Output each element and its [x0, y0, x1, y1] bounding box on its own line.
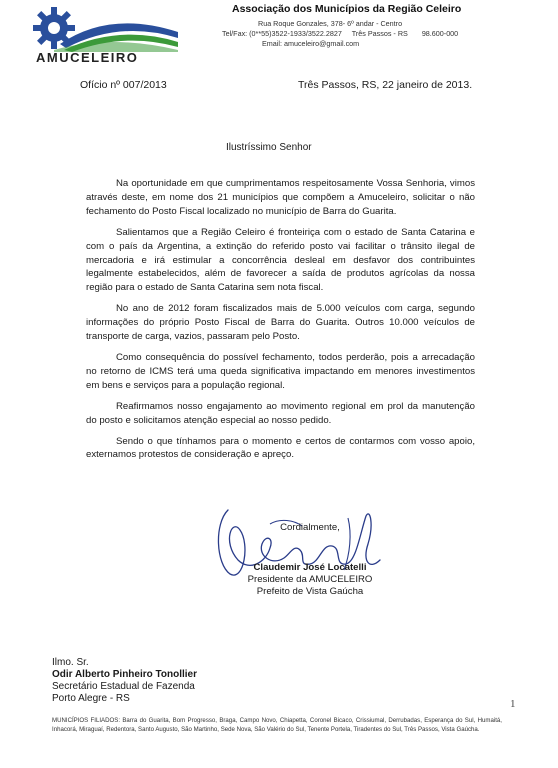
logo-wordmark: AMUCELEIRO [36, 50, 139, 65]
signer-title: Presidente da AMUCELEIRO [247, 574, 373, 585]
reference-number: Ofício nº 007/2013 [80, 79, 167, 91]
org-address: Rua Roque Gonzales, 378- 6º andar - Centro [258, 19, 403, 28]
valediction: Cordialmente, [280, 522, 340, 533]
recipient-honorific: Ilmo. Sr. [52, 657, 89, 668]
paragraph: Salientamos que a Região Celeiro é fronteiriça com o estado de Santa Catarina e com o país da Argentina, a extinção do referido posto vai facilitar o trânsito ilegal de mercadoria e irá estimular a concorrência desleal em desfavor dos contribuintes legalmente estabelecidos, além de favorecer a saída de produtos agrícolas da nossa região para o estado de Santa Catarina sem nota fiscal. [86, 226, 475, 294]
paragraph: Na oportunidade em que cumprimentamos respeitosamente Vossa Senhoria, vimos através deste, em nome dos 21 municípios que compõem a Amuceleiro, solicitar o não fechamento do Posto Fiscal localizado no município de Barra do Guarita. [86, 178, 475, 217]
org-contact-line [222, 29, 458, 38]
signer-name: Claudemir José Locatelli [253, 562, 367, 573]
org-name: Associação dos Municípios da Região Celeiro [232, 3, 462, 15]
gear-sun-icon [30, 4, 180, 52]
salutation: Ilustríssimo Senhor [226, 142, 312, 153]
recipient-location: Porto Alegre - RS [52, 693, 130, 704]
recipient-title: Secretário Estadual de Fazenda [52, 681, 195, 692]
date-line: Três Passos, RS, 22 janeiro de 2013. [298, 79, 473, 91]
paragraph: Como consequência do possível fechamento, todos perderão, pois a arrecadação no retorno de ICMS terá uma queda significativa impactando em menores investimentos em bens e serviços para a população regional. [86, 351, 475, 391]
members-footer: MUNICÍPIOS FILIADOS: Barra do Guarita, Bom Progresso, Braga, Campo Novo, Chiapetta, Coronel Bicaco, Crissiumal, Derrubadas, Esperança do Sul, Humaitá, Inhacorá, Miraguaí, Redentora, Santo Augusto, São Martinho, Sede Nova, São Valério do Sul, Tenente Portela, Tiradentes do Sul, Três Passos, Vista Gaúcha. [52, 717, 502, 733]
paragraph: No ano de 2012 foram fiscalizados mais de 5.000 veículos com carga, segundo informações do próprio Posto Fiscal de Barra do Guarita. Outros 10.000 veículos de transporte de carga, vazios, passaram pelo Posto. [86, 303, 475, 343]
page-number: 1 [510, 698, 516, 710]
signer-role: Prefeito de Vista Gaúcha [256, 586, 364, 597]
org-phone: Tel/Fax: (0**55)3522-1933/3522.2827 [222, 29, 342, 38]
letter-body [86, 177, 475, 469]
paragraph: Sendo o que tínhamos para o momento e certos de contarmos com vosso apoio, externamos protestos de consideração e apreço. [86, 435, 475, 461]
recipient-name: Odir Alberto Pinheiro Tonollier [52, 669, 198, 680]
paragraph: Reafirmamos nosso engajamento ao movimento regional em prol da manutenção do posto e solicitamos atenção especial ao nosso pedido. [86, 400, 475, 426]
org-city: Três Passos - RS [351, 29, 408, 38]
org-email: Email: amuceleiro@gmail.com [262, 39, 360, 48]
org-cep: 98.600-000 [421, 29, 459, 38]
